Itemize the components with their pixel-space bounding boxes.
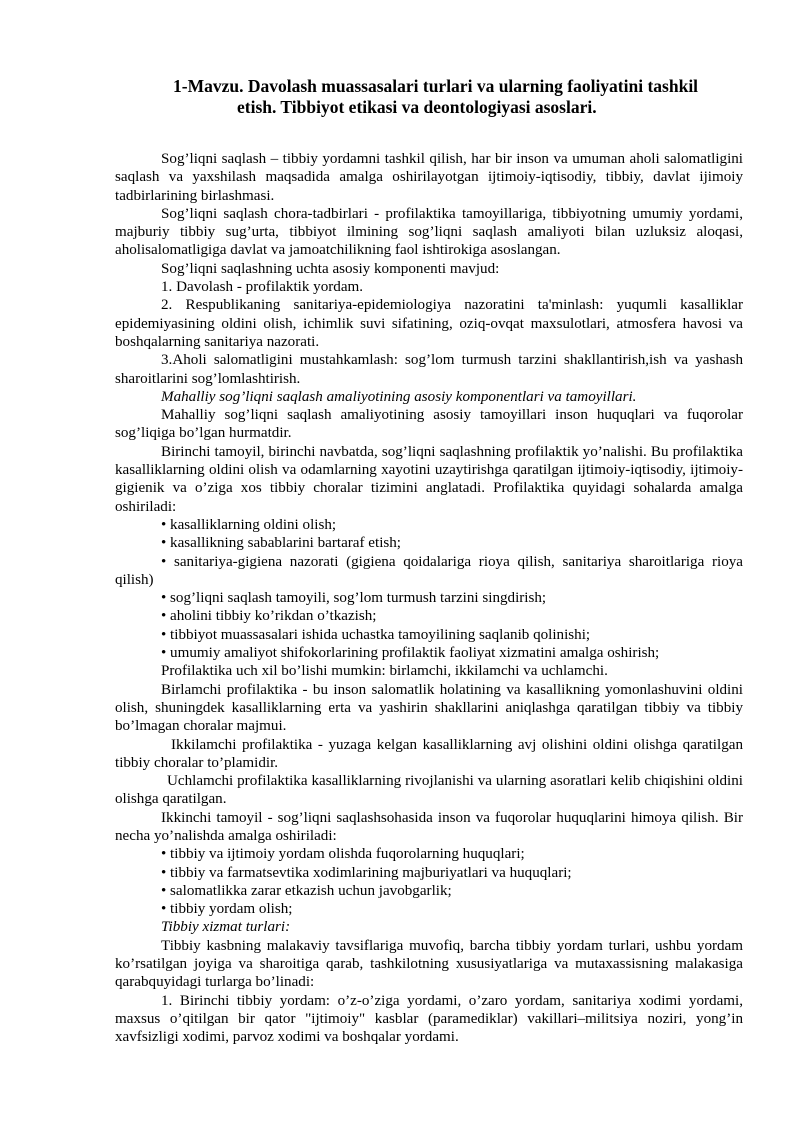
bullet-item: • tibbiy yordam olish; [161, 901, 293, 918]
paragraph: Mahalliy sog’liqni saqlash amaliyotining asosiy tamoyillari inson huquqlari va fuqorolar sog’liqiga bo’lgan hurmatdir. [115, 407, 743, 442]
bullet-item: • sog’liqni saqlash tamoyili, sog’lom turmush tarzini singdirish; [161, 590, 547, 607]
paragraph: Birinchi tamoyil, birinchi navbatda, sog’liqni saqlashning profilaktik yo’nalishi. Bu profilaktika kasalliklarning oldini olish va odamlarning xayotini uzaytirishga qaratilgan ijtimoiy-iqtisodiy, ijtimoiy-gigienik va o’ziga xos tibbiy choralar tizimini anglatadi. Profilaktika quyidagi sohalarda amalga oshiriladi: [115, 443, 743, 515]
list-item: 1. Davolash - profilaktik yordam. [161, 279, 364, 296]
list-item: 3.Aholi salomatligini mustahkamlash: sog’lom turmush tarzini shakllantirish,ish va yashash sharoitlarini sog’lomlashtirish. [115, 352, 743, 387]
section-heading: Mahalliy sog’liqni saqlash amaliyotining asosiy komponentlari va tamoyillari. [161, 388, 637, 405]
title-line-2: etish. Tibbiyot etikasi va deontologiyasi asoslari. [237, 97, 597, 117]
paragraph: Birlamchi profilaktika - bu inson salomatlik holatining va kasallikning yomonlashuvini oldini olish, shuningdek kasalliklarning erta va yashirin shakllarini aniqlashga qaratilgan tibbiy va tibbiy bo’lmagan choralar majmui. [115, 681, 743, 735]
title-line-1: 1-Mavzu. Davolash muassasalari turlari va ularning faoliyatini tashkil [173, 76, 699, 96]
bullet-item: • sanitariya-gigiena nazorati (gigiena qoidalariga rioya qilish, sanitariya sharoitlariga rioya qilish) [115, 553, 743, 588]
paragraph: Ikkilamchi profilaktika - yuzaga kelgan kasalliklarning avj olishini oldini olishga qaratilgan tibbiy choralar to’plamidir. [115, 736, 743, 771]
paragraph: Sog’liqni saqlashning uchta asosiy komponenti mavjud: [161, 260, 500, 277]
paragraph: Ikkinchi tamoyil - sog’liqni saqlashsohasida inson va fuqorolar huquqlarini himoya qilish. Bir necha yo’nalishda amalga oshiriladi: [115, 809, 743, 844]
bullet-item: • salomatlikka zarar etkazish uchun javobgarlik; [161, 882, 452, 899]
paragraph: Sog’liqni saqlash – tibbiy yordamni tashkil qilish, har bir inson va umuman aholi salomatligini saqlash va yaxshilash maqsadida amalga oshirilayotgan ijtimoiy-iqtisodiy, tibbiy, davlat ijimoiy tadbirlarining birlashmasi. [115, 151, 743, 204]
bullet-item: • kasalliklarning oldini olish; [161, 516, 337, 533]
bullet-item: • umumiy amaliyot shifokorlarining profilaktik faoliyat xizmatini amalga oshirish; [161, 645, 660, 662]
document-body [115, 150, 743, 1047]
paragraph: Tibbiy kasbning malakaviy tavsiflariga muvofiq, barcha tibbiy yordam turlari, ushbu yordam ko’rsatilgan joyiga va sharoitiga qarab, tashkilotning xususiyatlariga va mutaxassisning malakasiga qarabquyidagi turlarga bo’linadi: [115, 937, 743, 991]
list-item: 2. Respublikaning sanitariya-epidemiologiya nazoratini ta'minlash: yuqumli kasalliklar epidemiyasining oldini olish, ichimlik suvi sifatining, oziq-ovqat maxsulotlari, atmosfera havosi va boshqalarning sanitariya nazorati. [115, 297, 743, 350]
bullet-item: • tibbiy va ijtimoiy yordam olishda fuqorolarning huquqlari; [161, 846, 525, 863]
paragraph: Profilaktika uch xil bo’lishi mumkin: birlamchi, ikkilamchi va uchlamchi. [161, 663, 608, 680]
paragraph: Uchlamchi profilaktika kasalliklarning rivojlanishi va ularning asoratlari kelib chiqishini oldini olishga qaratilgan. [115, 773, 743, 808]
list-item: 1. Birinchi tibbiy yordam: o’z-o’ziga yordami, o’zaro yordam, sanitariya xodimi yordami, maxsus o’qitilgan bir qator "ijtimoiy" kasblar (paramediklar) vakillari–militsiya noziri, yong’in xavfsizligi xodimi, parvoz xodimi va boshqalar yordami. [115, 992, 743, 1046]
section-heading: Tibbiy xizmat turlari: [161, 919, 291, 936]
bullet-item: • tibbiyot muassasalari ishida uchastka tamoyilining saqlanib qolinishi; [161, 626, 591, 643]
bullet-item: • tibbiy va farmatsevtika xodimlarining majburiyatlari va huquqlari; [161, 864, 572, 881]
bullet-item: • aholini tibbiy ko’rikdan o’tkazish; [161, 608, 377, 625]
document-page [115, 76, 743, 1047]
bullet-item: • kasallikning sabablarini bartaraf etish; [161, 535, 401, 552]
paragraph: Sog’liqni saqlash chora-tadbirlari - profilaktika tamoyillariga, tibbiyotning umumiy yordami, majburiy tibbiy sug’urta, tibbiyot ilmining sog’liqni saqlash amaliyoti bilan uzluksiz aloqasi, aholisalomatligiga davlat va jamoatchilikning faol ishtirokiga asoslangan. [115, 205, 743, 259]
document-title [115, 76, 743, 118]
